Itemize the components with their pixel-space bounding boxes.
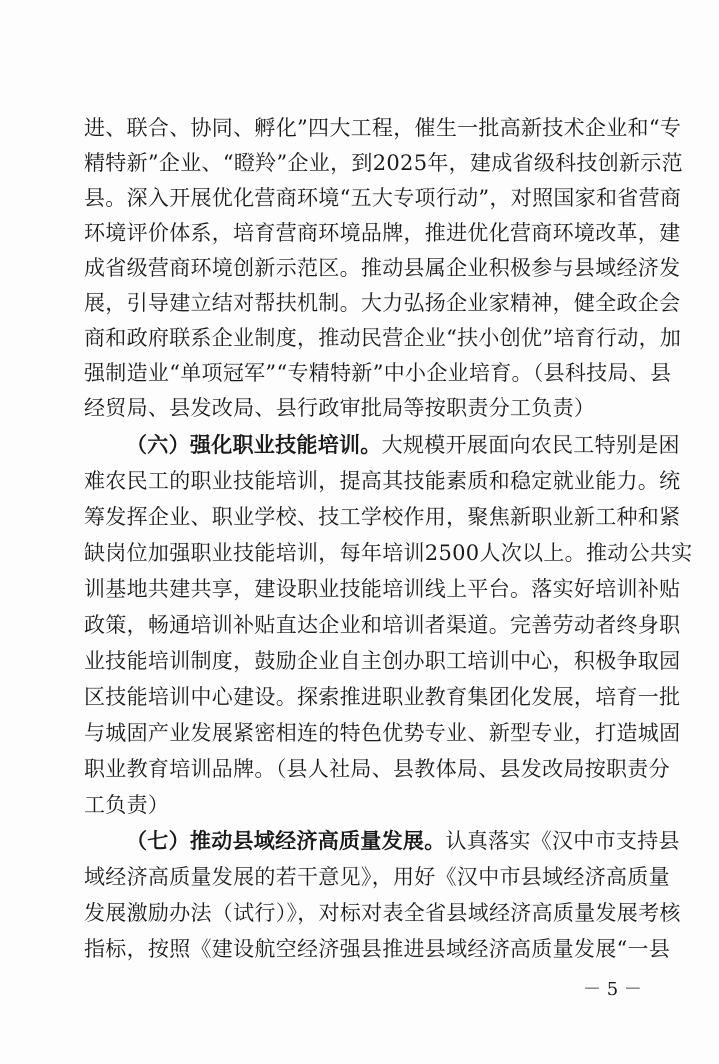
text-line: 指标，按照《建设航空经济强县推进县域经济高质量发展“一县 (84, 937, 671, 961)
text-line: 与城固产业发展紧密相连的特色优势专业、新型专业，打造城固 (84, 721, 681, 745)
text-line: 精特新”企业、“瞪羚”企业，到2025年，建成省级科技创新示范 (84, 151, 683, 175)
text-line: 筹发挥企业、职业学校、技工学校作用，聚焦新职业新工种和紧 (84, 505, 681, 529)
text-line: 环境评价体系，培育营商环境品牌，推进优化营商环境改革，建 (84, 221, 681, 245)
text-line: 发展激励办法（试行）》，对标对表全省县域经济高质量发展考核 (84, 901, 681, 925)
text-line: 进、联合、协同、孵化”四大工程，催生一批高新技术企业和“专 (84, 116, 682, 140)
text-line: 职业教育培训品牌。（县人社局、县教体局、县发改局按职责分 (84, 757, 670, 781)
page-number: － 5 － (583, 979, 642, 1000)
text-line: 成省级营商环境创新示范区。推动县属企业积极参与县域经济发 (84, 256, 681, 280)
text-line: 强制造业“单项冠军”“专精特新”中小企业培育。（县科技局、县 (84, 361, 672, 385)
text-line: 域经济高质量发展的若干意见》，用好《汉中市县域经济高质量 (84, 865, 670, 889)
section-7-heading: （七）推动县域经济高质量发展。 (126, 828, 446, 853)
section-6-heading: （六）强化职业技能培训。 (126, 432, 382, 457)
section-6-text: 大规模开展面向农民工特别是困 (381, 433, 680, 457)
text-line: 区技能培训中心建设。探索推进职业教育集团化发展，培育一批 (84, 685, 681, 709)
text-line: 业技能培训制度，鼓励企业自主创办职工培训中心，积极争取园 (84, 649, 681, 673)
text-line: 展，引导建立结对帮扶机制。大力弘扬企业家精神，健全政企会 (84, 291, 681, 315)
text-line: 经贸局、县发改局、县行政审批局等按职责分工负责） (84, 396, 596, 420)
section-7-first-line (126, 826, 680, 856)
text-line: 难农民工的职业技能培训，提高其技能素质和稳定就业能力。统 (84, 469, 681, 493)
text-line: 训基地共建共享，建设职业技能培训线上平台。落实好培训补贴 (84, 577, 681, 601)
text-line: 工负责） (84, 793, 170, 817)
section-7-text: 认真落实《汉中市支持县 (445, 829, 680, 853)
section-6-first-line (126, 430, 680, 460)
text-line: 县。深入开展优化营商环境“五大专项行动”，对照国家和省营商 (84, 186, 682, 210)
text-line: 缺岗位加强职业技能培训，每年培训2500人次以上。推动公共实 (84, 541, 693, 565)
text-line: 商和政府联系企业制度，推动民营企业“扶小创优”培育行动，加 (84, 326, 682, 350)
text-line: 政策，畅通培训补贴直达企业和培训者渠道。完善劳动者终身职 (84, 613, 681, 637)
